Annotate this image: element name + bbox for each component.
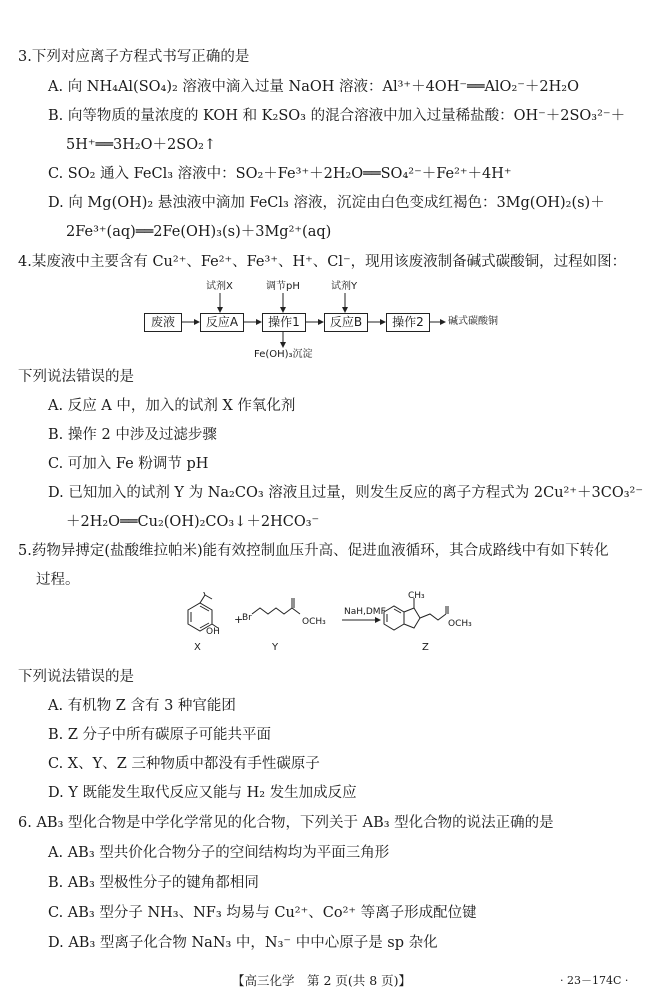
q6-option-c: C. AB₃ 型分子 NH₃、NF₃ 均易与 Cu²⁺、Co²⁺ 等离子形成配位键 — [48, 905, 477, 921]
plus-sign: + — [234, 613, 244, 626]
q5-option-c: C. X、Y、Z 三种物质中都没有手性碳原子 — [48, 756, 320, 772]
q3-option-d-line1: D. 向 Mg(OH)₂ 悬浊液中滴加 FeCl₃ 溶液，沉淀由白色变成红褐色：3Mg(OH)₂(s)＋ — [48, 195, 605, 211]
q4-option-c: C. 可加入 Fe 粉调节 pH — [48, 456, 209, 472]
label-och3-z: OCH₃ — [448, 619, 472, 629]
box-operation-1: 操作1 — [262, 313, 306, 332]
label-precipitate: Fe(OH)₃沉淀 — [254, 349, 313, 360]
q4-option-d-line2: ＋2H₂O══Cu₂(OH)₂CO₃↓＋2HCO₃⁻ — [66, 514, 320, 530]
q3-option-b-line2: 5H⁺══3H₂O＋2SO₂↑ — [66, 137, 217, 153]
label-ch3: CH₃ — [408, 591, 425, 601]
q3-option-c: C. SO₂ 通入 FeCl₃ 溶液中：SO₂＋Fe³⁺＋2H₂O══SO₄²⁻＋Fe²⁺＋4H⁺ — [48, 166, 512, 182]
q6-option-a: A. AB₃ 型共价化合物分子的空间结构均为平面三角形 — [48, 845, 390, 861]
box-reaction-a: 反应A — [200, 313, 244, 332]
q4-option-d-line1: D. 已知加入的试剂 Y 为 Na₂CO₃ 溶液且过量，则发生反应的离子方程式为 2Cu²⁺＋3CO₃²⁻ — [48, 485, 643, 501]
q5-option-b: B. Z 分子中所有碳原子可能共平面 — [48, 727, 272, 743]
q3-stem: 3.下列对应离子方程式书写正确的是 — [18, 49, 250, 65]
footer-code: · 23－174C · — [560, 974, 629, 987]
label-adjust-ph: 调节pH — [266, 281, 300, 292]
q6-stem: 6. AB₃ 型化合物是中学化学常见的化合物，下列关于 AB₃ 型化合物的说法正确的是 — [18, 815, 554, 831]
label-reagent-x: 试剂X — [206, 281, 233, 292]
q4-option-a: A. 反应 A 中，加入的试剂 X 作氧化剂 — [48, 398, 296, 414]
label-conditions: NaH,DMF — [344, 607, 386, 617]
q3-option-b-line1: B. 向等物质的量浓度的 KOH 和 K₂SO₃ 的混合溶液中加入过量稀盐酸：OH⁻＋2SO₃²⁻＋ — [48, 108, 626, 124]
reaction-structures — [172, 592, 492, 658]
box-reaction-b: 反应B — [324, 313, 368, 332]
q6-option-b: B. AB₃ 型极性分子的键角都相同 — [48, 875, 259, 891]
q5-stem-line1: 5.药物异搏定(盐酸维拉帕米)能有效控制血压升高、促进血液循环，其合成路线中有如下转化 — [18, 543, 609, 559]
q6-option-d: D. AB₃ 型离子化合物 NaN₃ 中，N₃⁻ 中中心原子是 sp 杂化 — [48, 935, 438, 951]
label-br: Br — [242, 613, 252, 623]
structure-z — [384, 598, 448, 630]
structure-y — [252, 598, 300, 614]
q5-option-a: A. 有机物 Z 含有 3 种官能团 — [48, 698, 236, 714]
q5-ask: 下列说法错误的是 — [18, 669, 134, 685]
q3-option-d-line2: 2Fe³⁺(aq)══2Fe(OH)₃(s)＋3Mg²⁺(aq) — [66, 224, 332, 240]
process-flow-diagram — [140, 279, 520, 363]
q4-option-b: B. 操作 2 中涉及过滤步骤 — [48, 427, 217, 443]
q4-stem: 4.某废液中主要含有 Cu²⁺、Fe²⁺、Fe³⁺、H⁺、Cl⁻，现用该废液制备碱式碳酸铜，过程如图： — [18, 254, 627, 270]
footer-page-info: 【高三化学 第 2 页(共 8 页)】 — [232, 973, 412, 988]
box-operation-2: 操作2 — [386, 313, 430, 332]
q3-option-a: A. 向 NH₄Al(SO₄)₂ 溶液中滴入过量 NaOH 溶液：Al³⁺＋4OH⁻══AlO₂⁻＋2H₂O — [48, 79, 579, 95]
reaction-scheme — [172, 592, 492, 658]
q5-stem-line2: 过程。 — [36, 572, 80, 588]
q5-option-d: D. Y 既能发生取代反应又能与 H₂ 发生加成反应 — [48, 785, 357, 801]
label-z: Z — [422, 642, 429, 653]
label-oh: OH — [206, 627, 220, 637]
box-waste-liquid: 废液 — [144, 313, 182, 332]
label-och3-y: OCH₃ — [302, 617, 326, 627]
q4-ask: 下列说法错误的是 — [18, 369, 134, 385]
label-reagent-y: 试剂Y — [331, 281, 358, 292]
label-product: 碱式碳酸铜 — [448, 316, 498, 327]
label-x: X — [194, 642, 201, 653]
label-y: Y — [272, 642, 279, 653]
